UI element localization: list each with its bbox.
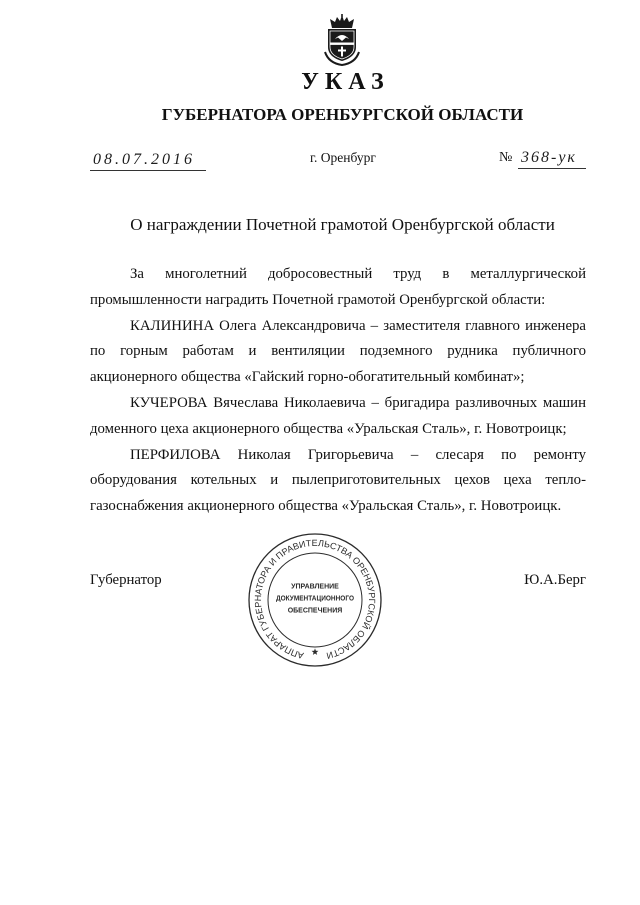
coat-of-arms-icon <box>321 14 363 66</box>
text-line: газоснабжения акционерного общества «Уральская Сталь», г. Новотроицк. <box>90 498 562 515</box>
date-underline <box>90 170 206 171</box>
text-line: акционерного общества «Гайский горно-обогатительный комбинат»; <box>90 369 525 386</box>
paragraph-awardee-kucherov <box>90 391 586 443</box>
signatory-name: Ю.А.Берг <box>524 572 586 588</box>
seal-center-line: ДОКУМЕНТАЦИОННОГО <box>276 595 355 603</box>
text-line: ПЕРФИЛОВА Николая Григорьевича – слесаря по ремонту <box>130 446 586 463</box>
issuer-title: ГУБЕРНАТОРА ОРЕНБУРГСКОЙ ОБЛАСТИ <box>161 105 524 124</box>
number-sign: № <box>499 150 513 165</box>
decree-body <box>90 262 586 520</box>
text-line: промышленности наградить Почетной грамотой Оренбургской области: <box>90 291 546 308</box>
number-underline <box>518 168 586 169</box>
paragraph-awardee-kalinin <box>90 314 586 391</box>
text-line: по горным работам и вентиляции подземного рудника публичного <box>90 343 586 360</box>
text-line: За многолетний добросовестный труд в металлургической <box>130 266 586 282</box>
decree-city: г. Оренбург <box>310 150 376 165</box>
text-line: КАЛИНИНА Олега Александровича – заместителя главного инженера <box>130 317 586 334</box>
text-line: доменного цеха акционерного общества «Уральская Сталь», г. Новотроицк; <box>90 420 567 437</box>
decree-date: 08.07.2016 <box>93 151 195 168</box>
official-seal <box>240 525 390 675</box>
seal-ring-text-path: АППАРАТ ГУБЕРНАТОРА И ПРАВИТЕЛЬСТВА ОРЕНБУРГСКОЙ ОБЛАСТИ <box>252 537 378 661</box>
document-type-title: УКАЗ <box>301 69 390 95</box>
seal-center-line: ОБЕСПЕЧЕНИЯ <box>287 607 343 615</box>
star-icon <box>312 648 319 655</box>
decree-number: 368-ук <box>521 149 577 166</box>
text-line: оборудования котельных и пылеприготовительных цехов цеха тепло- <box>90 472 586 489</box>
paragraph-award-intro <box>90 262 586 314</box>
text-line: КУЧЕРОВА Вячеслава Николаевича – бригадира разливочных машин <box>130 394 586 411</box>
seal-center-line: УПРАВЛЕНИЕ <box>291 583 339 591</box>
signatory-position: Губернатор <box>90 572 162 588</box>
paragraph-awardee-perfilov <box>90 443 586 520</box>
decree-subject: О награждении Почетной грамотой Оренбургской области <box>130 215 555 234</box>
